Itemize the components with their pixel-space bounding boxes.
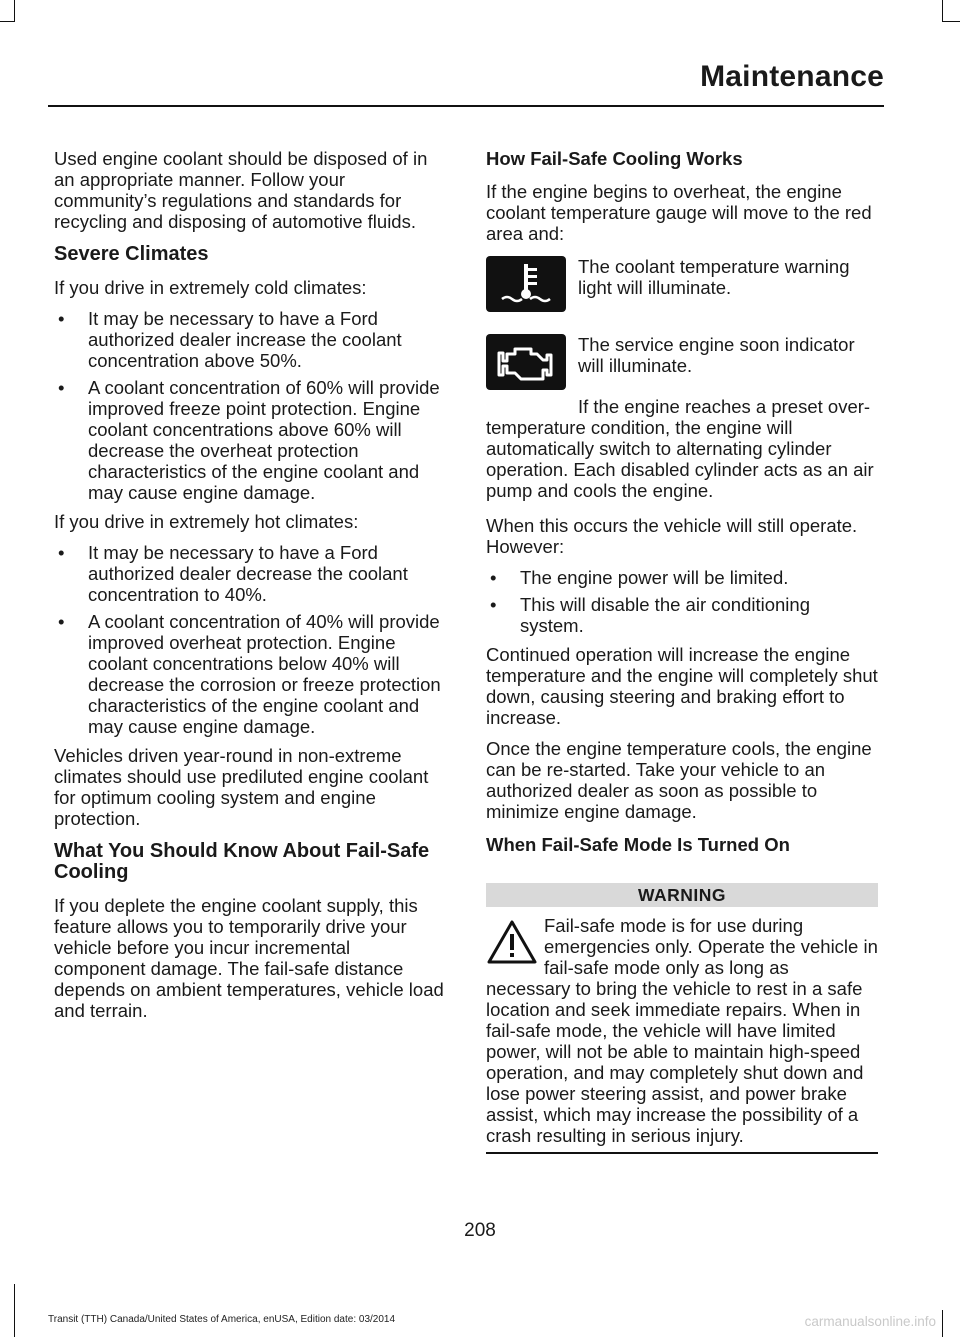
how-fail-safe-heading: How Fail-Safe Cooling Works [486,148,743,169]
cold-climates-list [54,308,446,503]
fail-safe-heading: What You Should Know About Fail-Safe Cooling [54,840,430,883]
fail-safe-mode-heading: When Fail-Safe Mode Is Turned On [486,834,790,855]
crop-mark [942,1310,943,1337]
crop-mark [14,0,15,22]
warning-title: WARNING [486,883,878,907]
crop-mark [942,0,943,22]
crop-mark [14,1284,15,1337]
deplete-paragraph: If you deplete the engine coolant supply, this feature allows you to temporarily drive your vehicle before you incur incremental component damage. The fail-safe distance depends on ambient temperatures, vehicle load and terrain. [54,895,444,1021]
list-item: • A coolant concentration of 60% will provide improved freeze point protection. Engine coolant concentrations above 60% will decrease the overheat protection characteristics of the engine coolant and may cause engine damage. [54,377,446,503]
year-round-paragraph: Vehicles driven year-round in non-extreme climates should use prediluted engine coolant for optimum cooling system and engine protection. [54,745,429,829]
preset-paragraph: If the engine reaches a preset over-temperature condition, the engine will automatically switch to alternating cylinder operation. Each disabled cylinder acts as an air pump and cools the engine. [486,396,874,501]
coolant-temperature-icon [486,256,566,312]
footer-edition: Transit (TTH) Canada/United States of America, enUSA, Edition date: 03/2014 [48,1314,396,1325]
list-item: • This will disable the air conditioning system. [486,594,878,636]
engine-indicator-text: The service engine soon indicator will illuminate. [578,334,855,376]
overheat-paragraph: If the engine begins to overheat, the engine coolant temperature gauge will move to the red area and: [486,181,872,244]
page-number: 208 [464,1220,496,1241]
list-item: • The engine power will be limited. [486,567,878,588]
coolant-indicator-row [486,256,878,316]
warning-text: Fail-safe mode is for use during emergencies only. Operate the vehicle in fail-safe mode only as long as necessary to bring the vehicle to rest in a safe location and seek immediate repairs. When in fail-safe mode, the vehicle will have limited power, will not be able to maintain high-speed operation, and may completely shut down and lose power steering assist, and power brake assist, which may increase the possibility of a crash resulting in serious injury. [486,915,878,1146]
crop-mark [0,21,15,22]
list-item: • A coolant concentration of 40% will provide improved overheat protection. Engine coolant concentrations below 40% will decrease the corrosion or freeze protection characteristics of the engine coolant and may cause engine damage. [54,611,446,737]
left-column [54,148,446,1031]
list-item: • It may be necessary to have a Ford authorized dealer increase the coolant concentration above 50%. [54,308,446,371]
engine-icon [486,334,566,390]
engine-indicator-row [486,334,878,394]
page-title: Maintenance [700,60,884,93]
however-list [486,567,878,636]
hot-climates-intro: If you drive in extremely hot climates: [54,511,359,532]
continued-paragraph: Continued operation will increase the engine temperature and the engine will completely shut down, causing steering and braking effort to increase. [486,644,878,728]
list-item: • It may be necessary to have a Ford authorized dealer decrease the coolant concentration to 40%. [54,542,446,605]
cold-climates-intro: If you drive in extremely cold climates: [54,277,367,298]
hot-climates-list [54,542,446,737]
warning-triangle-icon [486,919,538,965]
right-column [486,148,878,1154]
crop-mark [942,21,960,22]
once-cooled-paragraph: Once the engine temperature cools, the engine can be re-started. Take your vehicle to an authorized dealer as soon as possible to minimize engine damage. [486,738,872,822]
warning-box [486,867,878,1154]
coolant-indicator-text: The coolant temperature warning light will illuminate. [578,256,850,298]
header-divider [48,105,884,107]
disposal-paragraph: Used engine coolant should be disposed of in an appropriate manner. Follow your community’s regulations and standards for recycling and disposing of automotive fluids. [54,148,428,232]
watermark: carmanualsonline.info [804,1314,936,1329]
severe-climates-heading: Severe Climates [54,243,209,265]
occurs-paragraph: When this occurs the vehicle will still operate. However: [486,515,858,557]
